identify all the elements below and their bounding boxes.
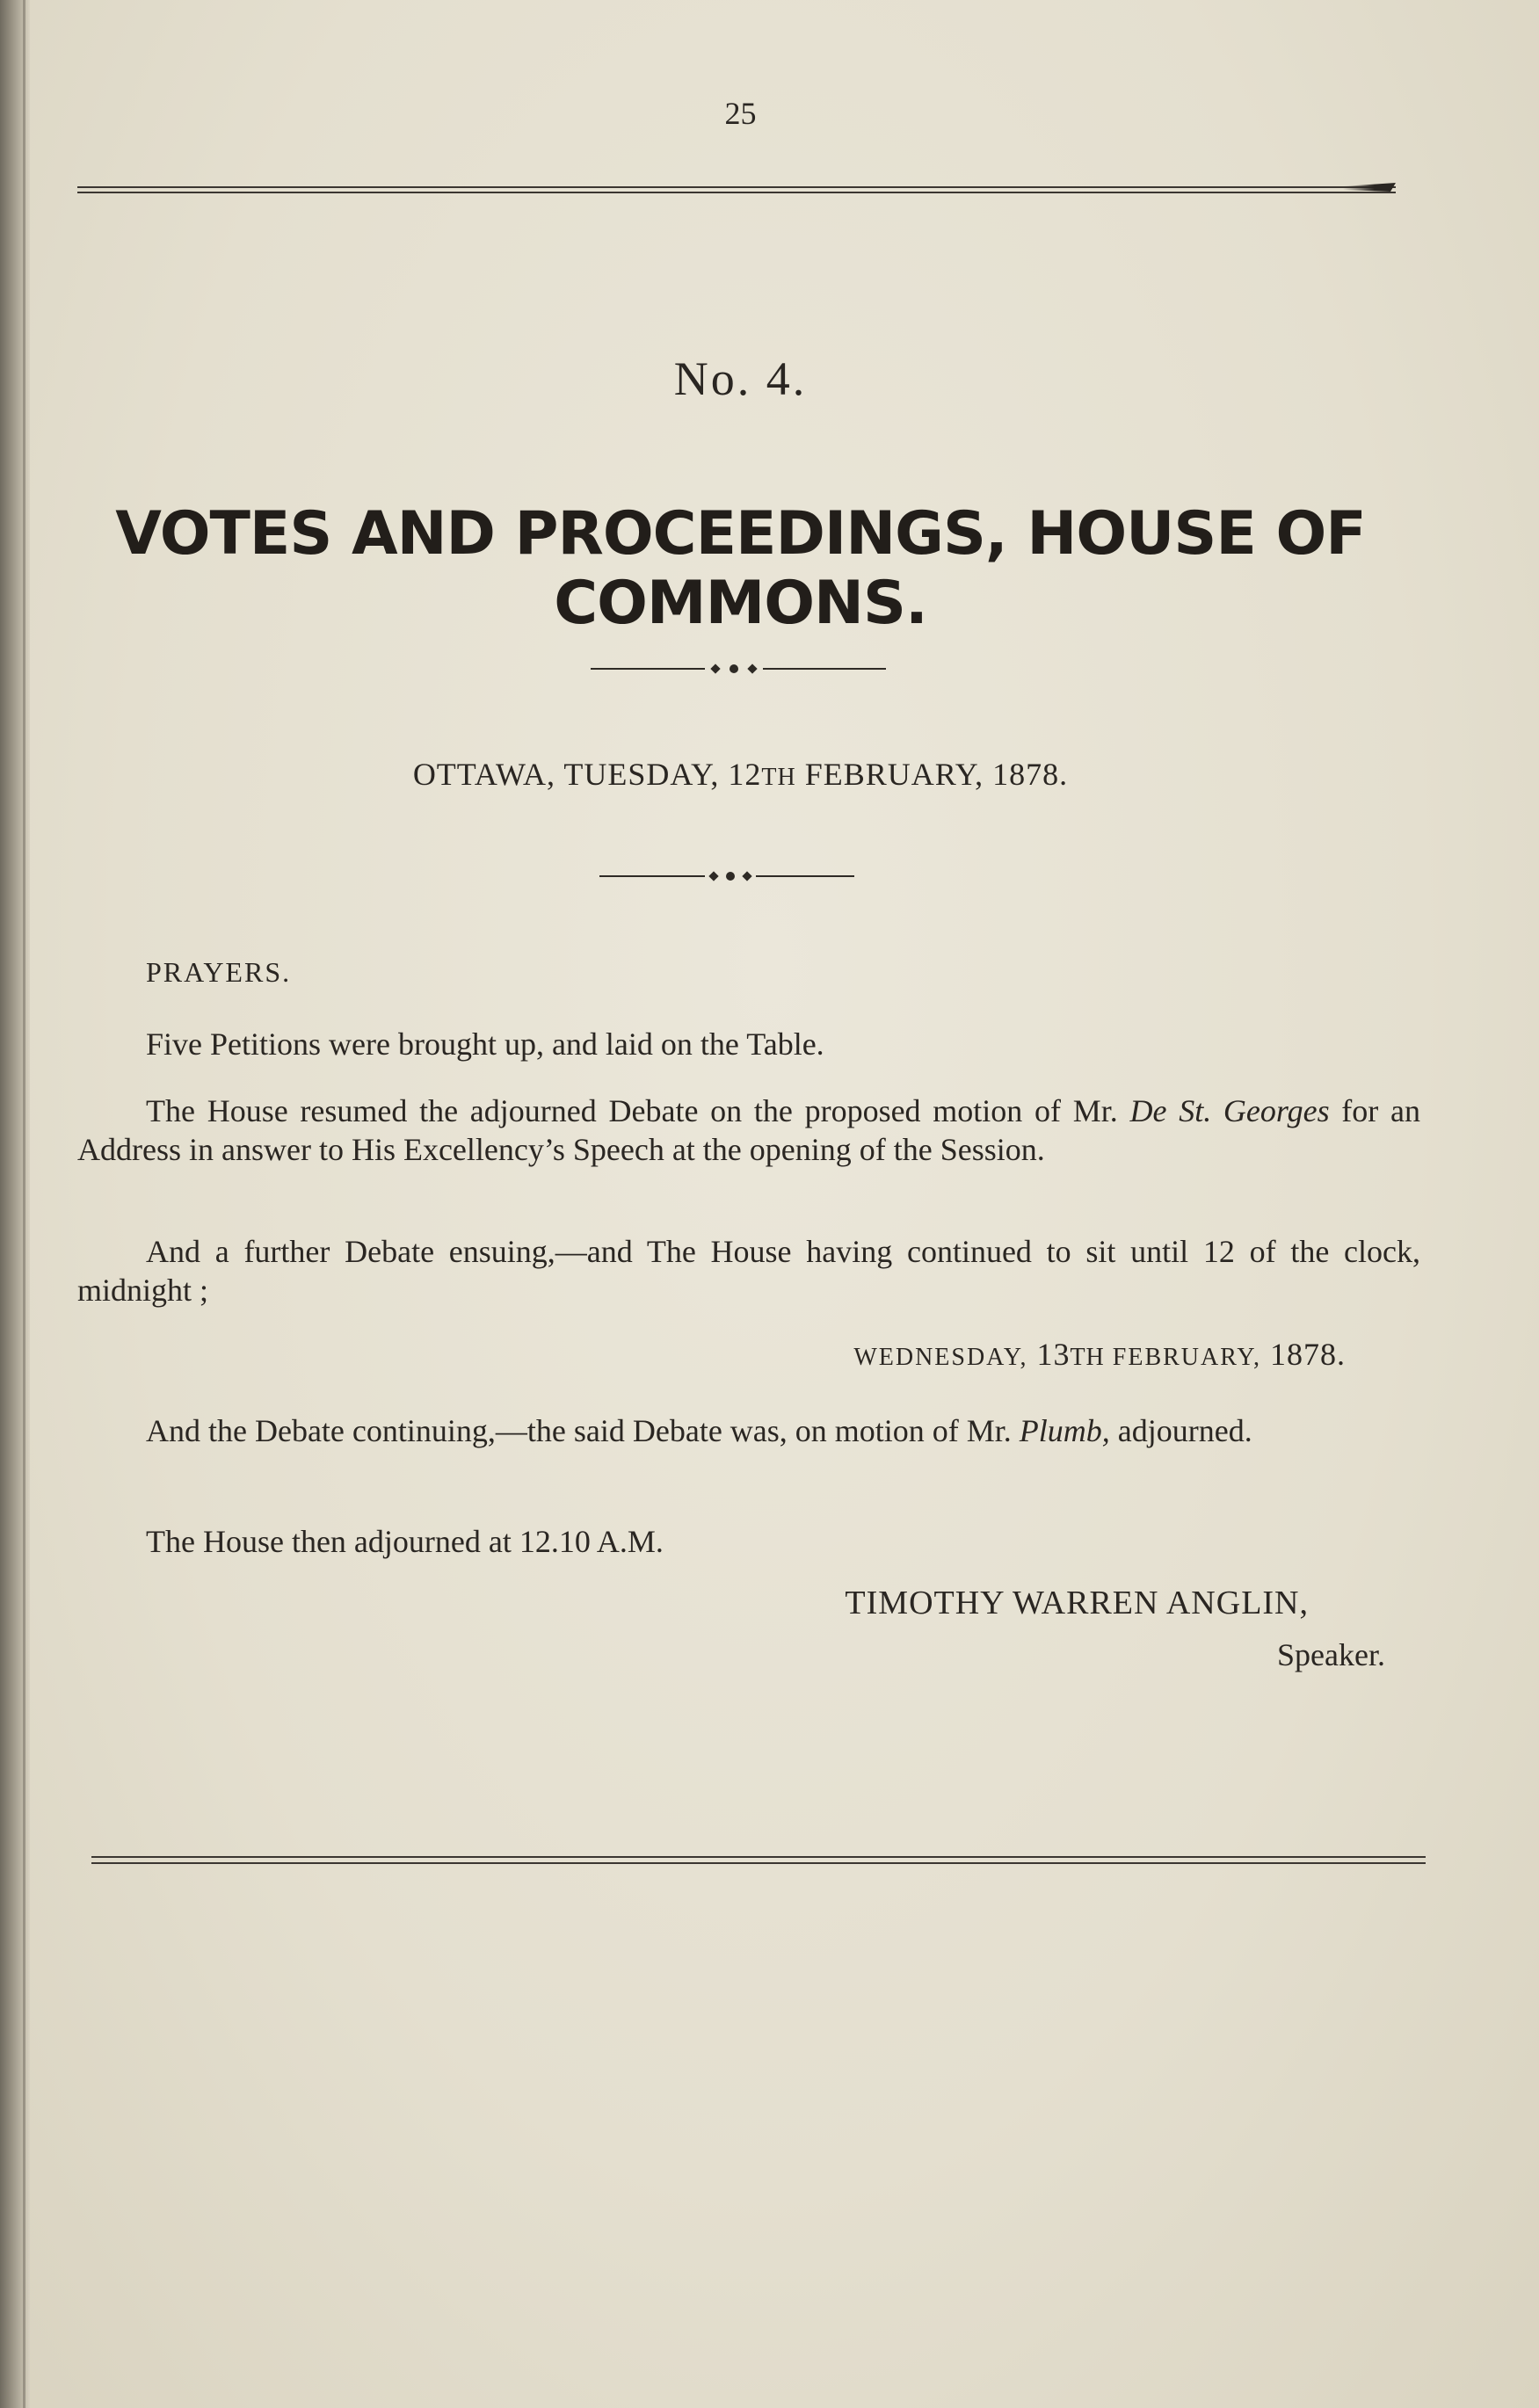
continuing-text-end: adjourned. (1117, 1413, 1252, 1448)
second-date-day: 13 (1027, 1337, 1071, 1372)
sitting-dateline (0, 756, 1481, 793)
title-ornament-divider (591, 663, 886, 675)
further-debate-text: And a further Debate ensuing,—and The House having continued to sit until 12 of the clock, midnight ; (77, 1234, 1420, 1308)
adjournment-text: The House then adjourned at 12.10 A.M. (146, 1524, 664, 1559)
second-date-line (853, 1336, 1346, 1373)
continuing-paragraph (77, 1411, 1420, 1450)
prayers-heading: PRAYERS. (146, 956, 292, 988)
debate-text-start: The House resumed the adjourned Debate on the proposed motion of Mr. (146, 1093, 1118, 1128)
dateline-suffix: FEBRUARY, 1878. (795, 757, 1069, 792)
petitions-paragraph (77, 1025, 1420, 1063)
issue-number-heading: No. 4. (673, 352, 808, 405)
document-title: VOTES AND PROCEEDINGS, HOUSE OF COMMONS. (115, 499, 1366, 638)
adjournment-paragraph (77, 1522, 1420, 1561)
debate-text-rest: for an Address in answer to His Excellency’s Speech at the opening of the Session. (77, 1093, 1420, 1167)
further-debate-paragraph (77, 1232, 1420, 1309)
page-number: 25 (724, 96, 757, 131)
speaker-title: Speaker. (1277, 1637, 1385, 1672)
debate-paragraph (77, 1092, 1420, 1169)
bottom-double-rule (91, 1856, 1426, 1865)
second-date-month: FEBRUARY, (1104, 1344, 1261, 1371)
petitions-text: Five Petitions were brought up, and laid on the Table. (146, 1026, 824, 1062)
debate-member-name: De St. Georges (1129, 1093, 1330, 1128)
second-date-year: 1878. (1261, 1337, 1346, 1372)
continuing-member-name: Plumb, (1019, 1413, 1110, 1448)
speaker-signature-name: TIMOTHY WARREN ANGLIN, (845, 1585, 1309, 1621)
continuing-text-start: And the Debate continuing,—the said Debate was, on motion of Mr. (146, 1413, 1012, 1448)
top-double-rule (77, 186, 1396, 195)
dateline-ordinal: TH (761, 764, 796, 791)
second-date-ordinal: TH (1070, 1344, 1105, 1371)
dateline-ornament-divider (599, 870, 854, 882)
dateline-prefix: OTTAWA, TUESDAY, 12 (412, 757, 762, 792)
second-date-weekday: WEDNESDAY, (853, 1344, 1028, 1371)
